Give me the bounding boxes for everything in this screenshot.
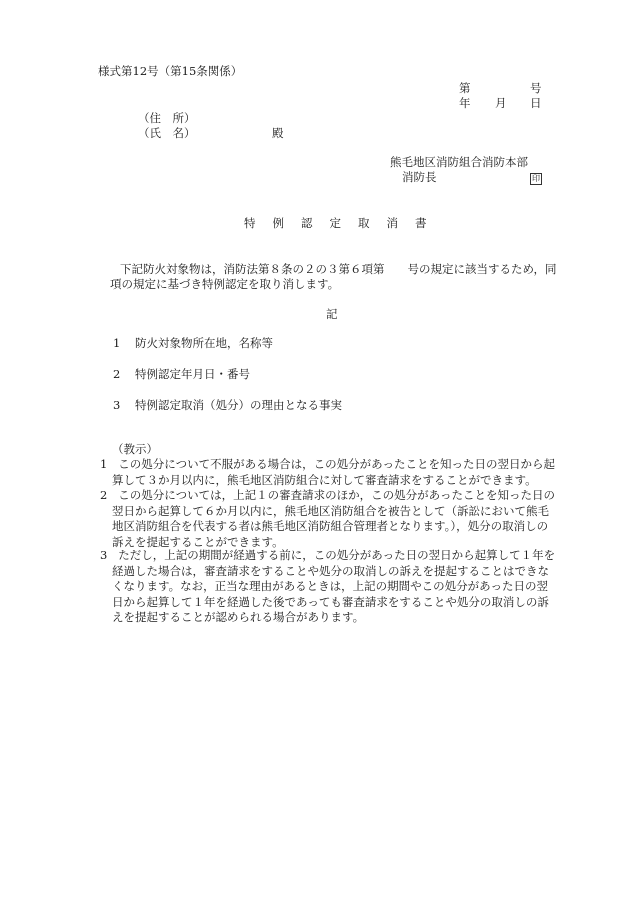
document-title: [244, 216, 444, 230]
notice-number: 1: [100, 457, 108, 471]
notice-number: 2: [100, 488, 108, 502]
notice-entry-2: [100, 488, 559, 550]
notice-text: この処分については，上記１の審査請求のほか，この処分があったことを知った日の翌日から起算して６か月以内に，熊毛地区消防組合を被告として（訴訟において熊毛地区消防組合を代表する者は熊毛地区消防組合管理者となります。），処分の取消しの訴えを提起することができます。: [112, 488, 555, 549]
item-1: [113, 336, 273, 350]
notice-entry-1: [100, 457, 559, 488]
item-2: [113, 367, 250, 381]
name-label: （氏 名）: [138, 126, 196, 140]
date-month: 月: [495, 96, 507, 110]
body-line-2: 項の規定に基づき特例認定を取り消します。: [110, 277, 340, 291]
title-char: 特: [244, 216, 256, 230]
title-char: 認: [301, 216, 313, 230]
date-year: 年: [459, 96, 471, 110]
item-number: 3: [113, 398, 121, 412]
title-char: 消: [386, 216, 398, 230]
notice-number: 3: [100, 548, 108, 562]
honorific: 殿: [272, 126, 284, 140]
notice-text: ただし，上記の期間が経過する前に，この処分があった日の翌日から起算して１年を経過した場合は，審査請求をすることや処分の取消しの訴えを提起することはできなくなります。なお，正当な理由があるときは，上記の期間やこの処分があった日の翌日から起算して１年を経過した後であっても審査請求をすることや処分の取消しの訴えを提起することが認められる場合があります。: [112, 548, 556, 624]
item-label: 防火対象物所在地，名称等: [134, 336, 273, 350]
item-number: 2: [113, 367, 121, 381]
title-char: 取: [358, 216, 370, 230]
issuer-title: 消防長: [402, 170, 437, 184]
number-prefix: 第: [459, 81, 471, 95]
date-day: 日: [530, 96, 542, 110]
notice-text: この処分について不服がある場合は，この処分があったことを知った日の翌日から起算して３か月以内に，熊毛地区消防組合に対して審査請求をすることができます。: [112, 457, 555, 487]
form-label: 様式第12号（第15条関係）: [98, 64, 243, 78]
item-label: 特例認定年月日・番号: [134, 367, 250, 381]
item-label: 特例認定取消（処分）の理由となる事実: [134, 398, 342, 412]
notice-heading: （教示）: [112, 442, 158, 456]
title-char: 書: [415, 216, 427, 230]
address-label: （住 所）: [138, 111, 196, 125]
issuer-org: 熊毛地区消防組合消防本部: [390, 155, 528, 169]
item-number: 1: [113, 336, 121, 350]
seal-icon: 印: [532, 174, 540, 183]
title-char: 例: [272, 216, 284, 230]
title-char: 定: [329, 216, 341, 230]
number-suffix: 号: [530, 81, 542, 95]
seal-mark: [530, 170, 542, 185]
item-3: [113, 398, 342, 412]
notice-entry-3: [100, 548, 559, 626]
ki-marker: 記: [326, 307, 338, 321]
body-line-1: 下記防火対象物は，消防法第８条の２の３第６項第 号の規定に該当するため，同: [120, 262, 557, 276]
